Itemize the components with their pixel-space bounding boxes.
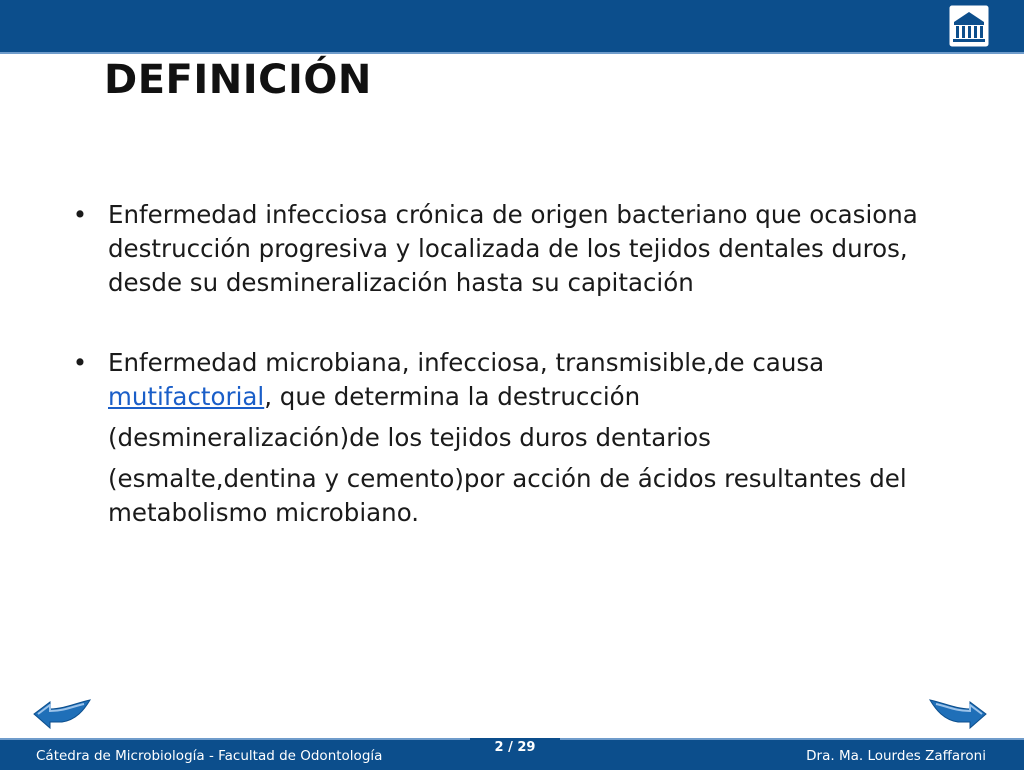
bullet-item <box>70 346 970 530</box>
arrow-left-icon[interactable] <box>30 694 94 734</box>
university-building-icon <box>948 4 990 48</box>
bullet-line: (esmalte,dentina y cemento)por acción de ácidos resultantes del metabolismo microbiano. <box>108 464 907 527</box>
bullet-text: Enfermedad infecciosa crónica de origen bacteriano que ocasiona destrucción progresiva y localizada de los tejidos dentales duros, desde su desmineralización hasta su capitación <box>108 200 918 297</box>
bullet-marker: • <box>72 348 88 377</box>
header-bar <box>0 0 1024 54</box>
page-number: 2 / 29 <box>470 738 560 755</box>
bullet-item <box>70 198 970 300</box>
bullet-line-rest: , que determina la destrucción <box>264 382 641 411</box>
mutifactorial-link[interactable]: mutifactorial <box>108 382 265 411</box>
bullet-line <box>108 380 970 414</box>
footer-bar <box>0 738 1024 770</box>
arrow-right-icon[interactable] <box>926 694 990 734</box>
bullet-marker: • <box>72 200 88 229</box>
bullet-line: (desmineralización)de los tejidos duros dentarios <box>108 423 711 452</box>
footer-course: Cátedra de Microbiología - Facultad de Odontología <box>36 748 383 764</box>
slide-content <box>70 198 970 530</box>
bullet-line: Enfermedad microbiana, infecciosa, transmisible,de causa <box>108 348 825 377</box>
slide-title: DEFINICIÓN <box>104 57 372 103</box>
footer-author: Dra. Ma. Lourdes Zaffaroni <box>806 748 986 764</box>
